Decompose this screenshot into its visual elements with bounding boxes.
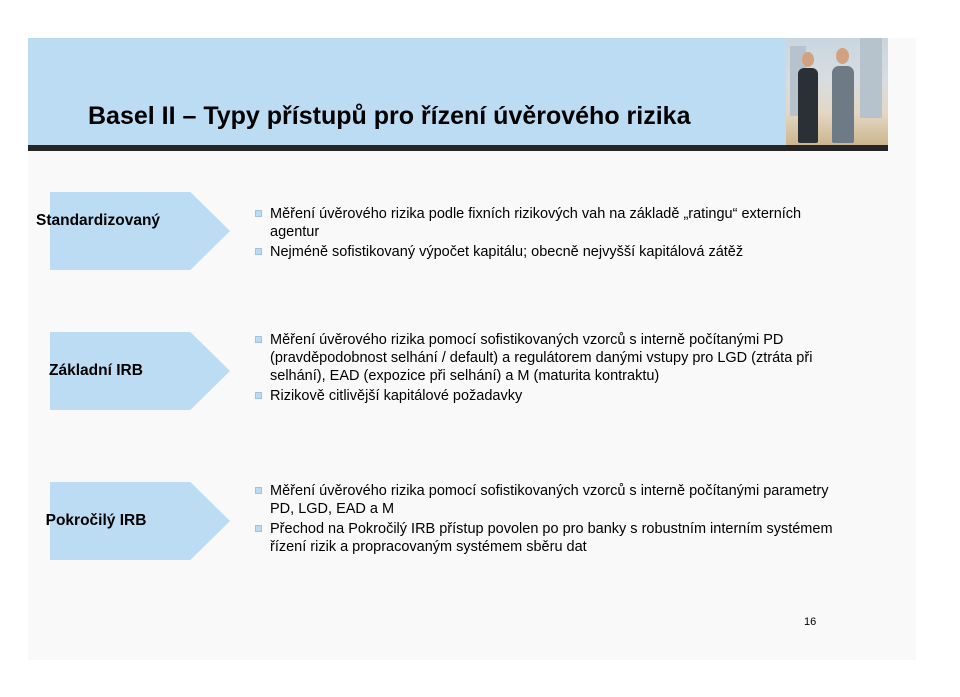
row-label-basic-irb: Základní IRB xyxy=(49,362,143,379)
list-item xyxy=(253,331,853,385)
list-item xyxy=(253,205,853,241)
square-bullet-icon xyxy=(255,392,262,399)
bullet-list-basic-irb xyxy=(253,331,853,407)
list-item xyxy=(253,520,853,556)
page-title: Basel II – Typy přístupů pro řízení úvěrového rizika xyxy=(88,102,691,130)
page-number: 16 xyxy=(804,616,817,628)
square-bullet-icon xyxy=(255,248,262,255)
bullet-text: Měření úvěrového rizika podle fixních rizikových vah na základě „ratingu“ externích agentur xyxy=(270,206,802,240)
bullet-text: Přechod na Pokročilý IRB přístup povolen po pro banky s robustním interním systémem řízení rizik a propracovaným systémem sběru dat xyxy=(270,521,833,555)
bullet-list-advanced-irb xyxy=(253,482,853,558)
square-bullet-icon xyxy=(255,525,262,532)
bullet-text: Rizikově citlivější kapitálové požadavky xyxy=(270,388,523,404)
list-item xyxy=(253,387,853,405)
square-bullet-icon xyxy=(255,487,262,494)
business-people-photo xyxy=(786,38,888,145)
row-label-standardized: Standardizovaný xyxy=(36,212,161,229)
square-bullet-icon xyxy=(255,210,262,217)
list-item xyxy=(253,482,853,518)
row-label-advanced-irb: Pokročilý IRB xyxy=(45,512,147,529)
header-rule xyxy=(28,145,888,151)
bullet-text: Měření úvěrového rizika pomocí sofistikovaných vzorců s interně počítanými PD (pravděpodobnost selhání / default) a regulátorem danými vstupy pro LGD (ztráta při selhání), EAD (expozice při selhání) a M (maturita kontraktu) xyxy=(270,332,813,384)
bullet-text: Měření úvěrového rizika pomocí sofistikovaných vzorců s interně počítanými parametry PD, LGD, EAD a M xyxy=(270,483,829,517)
list-item xyxy=(253,243,853,261)
square-bullet-icon xyxy=(255,336,262,343)
bullet-list-standardized xyxy=(253,205,853,263)
bullet-text: Nejméně sofistikovaný výpočet kapitálu; obecně nejvyšší kapitálová zátěž xyxy=(270,244,744,260)
